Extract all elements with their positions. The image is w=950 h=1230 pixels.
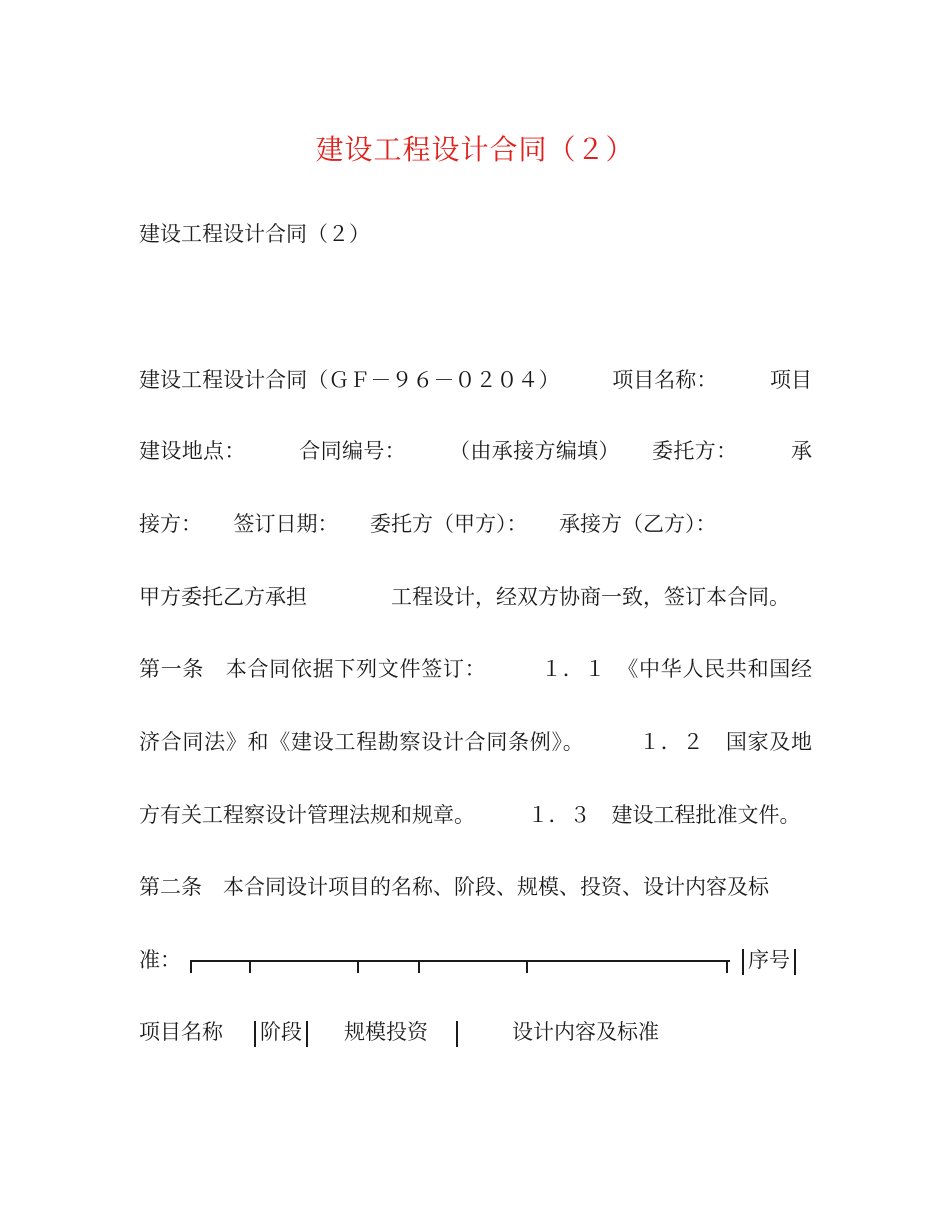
table-tick	[249, 962, 251, 973]
column-name: 项目名称	[139, 1020, 223, 1044]
paragraph-line-7: 方有关工程察设计管理法规和规章。 １．３ 建设工程批准文件。	[139, 803, 801, 827]
paragraph-line-8: 第二条 本合同设计项目的名称、阶段、规模、投资、设计内容及标	[139, 875, 769, 899]
paragraph-line-3	[139, 510, 717, 538]
column-stage: 阶段	[260, 1020, 302, 1044]
table-prefix: 准：	[139, 948, 181, 972]
table-header-seq	[738, 946, 800, 975]
column-scale: 规模投资	[344, 1020, 428, 1044]
paragraph-line-6: 济合同法》和《建设工程勘察设计合同条例》。 １．２ 国家及地	[139, 730, 812, 754]
column-seq: 序号	[748, 948, 790, 972]
table-tick	[726, 962, 728, 973]
table-divider	[794, 949, 796, 975]
table-tick	[357, 962, 359, 973]
table-divider-scale	[452, 1018, 462, 1047]
paragraph-line-4: 甲方委托乙方承担 工程设计，经双方协商一致，签订本合同。	[139, 585, 790, 609]
document-subtitle: 建设工程设计合同（２）	[139, 222, 370, 246]
table-header-stage	[250, 1018, 312, 1047]
paragraph-line-1: 建设工程设计合同（ＧＦ－９６－０２０４） 项目名称： 项目	[139, 368, 812, 392]
table-divider	[254, 1021, 256, 1047]
column-content: 设计内容及标准	[512, 1020, 659, 1044]
paragraph-line-2: 建设地点： 合同编号： （由承接方编填） 委托方： 承	[139, 439, 812, 463]
table-tick	[418, 962, 420, 973]
table-tick	[190, 962, 192, 973]
document-title: 建设工程设计合同（２）	[315, 133, 635, 166]
table-divider	[742, 949, 744, 975]
table-tick	[526, 962, 528, 973]
table-top-border	[190, 960, 730, 974]
table-divider	[306, 1021, 308, 1047]
paragraph-line-3-text: 接方： 签订日期： 委托方（甲方）： 承接方（乙方）：	[139, 512, 717, 536]
paragraph-line-5: 第一条 本合同依据下列文件签订： １．１ 《中华人民共和国经	[139, 657, 812, 681]
table-divider	[456, 1021, 458, 1047]
